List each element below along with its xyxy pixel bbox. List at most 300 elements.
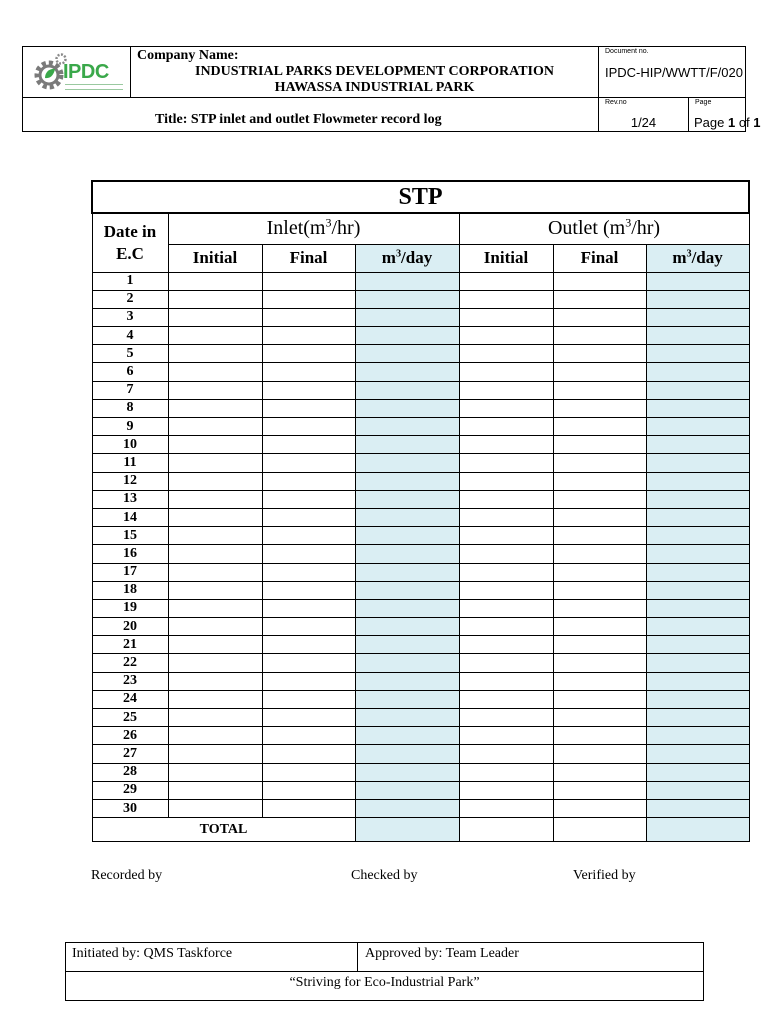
inlet-initial-cell[interactable] xyxy=(168,781,262,799)
inlet-initial-cell[interactable] xyxy=(168,709,262,727)
inlet-header xyxy=(168,213,459,244)
outlet-final-cell[interactable] xyxy=(553,363,646,381)
outlet-header xyxy=(459,213,749,244)
inlet-day-cell[interactable] xyxy=(355,709,459,727)
outlet-final-total[interactable] xyxy=(553,818,646,842)
inlet-initial-cell[interactable] xyxy=(168,636,262,654)
inlet-day-cell[interactable] xyxy=(355,454,459,472)
inlet-day-cell[interactable] xyxy=(355,636,459,654)
outlet-initial-cell[interactable] xyxy=(459,345,553,363)
outlet-day-header xyxy=(646,244,749,272)
row-date-number: 11 xyxy=(92,454,168,472)
page-current: 1 xyxy=(727,115,736,130)
inlet-final-cell[interactable] xyxy=(262,272,355,290)
outlet-final-cell[interactable] xyxy=(553,290,646,308)
row-date-number: 13 xyxy=(92,490,168,508)
table-row xyxy=(92,763,749,781)
inlet-day-cell[interactable] xyxy=(355,308,459,326)
row-date-number: 24 xyxy=(92,690,168,708)
outlet-day-cell[interactable] xyxy=(646,508,749,526)
row-date-number: 23 xyxy=(92,672,168,690)
outlet-final-cell[interactable] xyxy=(553,345,646,363)
outlet-initial-total[interactable] xyxy=(459,818,553,842)
inlet-initial-cell[interactable] xyxy=(168,290,262,308)
logo-text: IPDC xyxy=(63,61,109,83)
row-date-number: 4 xyxy=(92,327,168,345)
inlet-day-total[interactable] xyxy=(355,818,459,842)
company-label: Company Name: xyxy=(137,48,239,63)
company-site: HAWASSA INDUSTRIAL PARK xyxy=(274,80,475,95)
outlet-initial-cell[interactable] xyxy=(459,709,553,727)
row-date-number: 29 xyxy=(92,781,168,799)
company-name: INDUSTRIAL PARKS DEVELOPMENT CORPORATION xyxy=(195,64,554,79)
outlet-initial-cell[interactable] xyxy=(459,363,553,381)
table-row xyxy=(92,563,749,581)
inlet-day-header xyxy=(355,244,459,272)
inlet-initial-cell[interactable] xyxy=(168,327,262,345)
inlet-initial-cell[interactable] xyxy=(168,581,262,599)
outlet-initial-cell[interactable] xyxy=(459,272,553,290)
inlet-day-cell[interactable] xyxy=(355,727,459,745)
table-row xyxy=(92,436,749,454)
table-row xyxy=(92,527,749,545)
outlet-day-cell[interactable] xyxy=(646,454,749,472)
outlet-final-cell[interactable] xyxy=(553,545,646,563)
page-of: of xyxy=(735,115,754,130)
inlet-day-cell[interactable] xyxy=(355,272,459,290)
inlet-initial-cell[interactable] xyxy=(168,563,262,581)
outlet-final-cell[interactable] xyxy=(553,745,646,763)
row-date-number: 14 xyxy=(92,508,168,526)
inlet-initial-cell[interactable] xyxy=(168,418,262,436)
inlet-final-cell[interactable] xyxy=(262,581,355,599)
page-prefix: Page xyxy=(694,115,728,130)
inlet-final-cell[interactable] xyxy=(262,472,355,490)
inlet-day-cell[interactable] xyxy=(355,490,459,508)
outlet-initial-cell[interactable] xyxy=(459,690,553,708)
outlet-final-cell[interactable] xyxy=(553,472,646,490)
table-row xyxy=(92,545,749,563)
row-date-number: 21 xyxy=(92,636,168,654)
row-date-number: 26 xyxy=(92,727,168,745)
document-no-label: Document no. xyxy=(605,48,649,55)
page-value xyxy=(694,115,761,130)
outlet-header-sup: 3 xyxy=(625,215,632,230)
row-date-number: 9 xyxy=(92,418,168,436)
inlet-day-cell[interactable] xyxy=(355,563,459,581)
inlet-initial-cell[interactable] xyxy=(168,363,262,381)
inlet-initial-header: Initial xyxy=(168,244,262,272)
row-date-number: 17 xyxy=(92,563,168,581)
inlet-day-cell[interactable] xyxy=(355,763,459,781)
outlet-initial-cell[interactable] xyxy=(459,727,553,745)
page-cell xyxy=(689,98,761,131)
table-row xyxy=(92,690,749,708)
inlet-initial-cell[interactable] xyxy=(168,308,262,326)
outlet-day-cell[interactable] xyxy=(646,363,749,381)
inlet-day-cell[interactable] xyxy=(355,399,459,417)
outlet-day-cell[interactable] xyxy=(646,327,749,345)
outlet-final-cell[interactable] xyxy=(553,690,646,708)
rev-label: Rev.no xyxy=(605,99,627,106)
outlet-final-cell[interactable] xyxy=(553,381,646,399)
table-row xyxy=(92,308,749,326)
outlet-day-cell[interactable] xyxy=(646,636,749,654)
outlet-final-cell[interactable] xyxy=(553,654,646,672)
total-row xyxy=(92,818,749,842)
row-date-number: 28 xyxy=(92,763,168,781)
inlet-initial-cell[interactable] xyxy=(168,690,262,708)
outlet-final-cell[interactable] xyxy=(553,272,646,290)
table-row xyxy=(92,418,749,436)
table-row xyxy=(92,799,749,817)
outlet-final-cell[interactable] xyxy=(553,490,646,508)
inlet-day-cell[interactable] xyxy=(355,508,459,526)
inlet-header-sup: 3 xyxy=(325,215,332,230)
checked-by-label: Checked by xyxy=(351,868,418,883)
outlet-day-cell[interactable] xyxy=(646,654,749,672)
outlet-day-cell[interactable] xyxy=(646,527,749,545)
outlet-header-unit: /hr) xyxy=(631,217,661,240)
table-row xyxy=(92,709,749,727)
inlet-initial-cell[interactable] xyxy=(168,727,262,745)
outlet-day-cell[interactable] xyxy=(646,472,749,490)
inlet-day-cell[interactable] xyxy=(355,799,459,817)
table-row xyxy=(92,381,749,399)
inlet-final-cell[interactable] xyxy=(262,545,355,563)
inlet-final-header: Final xyxy=(262,244,355,272)
outlet-initial-cell[interactable] xyxy=(459,490,553,508)
inlet-final-cell[interactable] xyxy=(262,399,355,417)
outlet-initial-cell[interactable] xyxy=(459,418,553,436)
row-date-number: 12 xyxy=(92,472,168,490)
outlet-day-cell[interactable] xyxy=(646,563,749,581)
outlet-initial-cell[interactable] xyxy=(459,672,553,690)
outlet-day-cell[interactable] xyxy=(646,709,749,727)
inlet-final-cell[interactable] xyxy=(262,745,355,763)
table-row xyxy=(92,345,749,363)
inlet-final-cell[interactable] xyxy=(262,763,355,781)
outlet-initial-cell[interactable] xyxy=(459,454,553,472)
outlet-day-cell[interactable] xyxy=(646,581,749,599)
inlet-day-cell[interactable] xyxy=(355,527,459,545)
outlet-final-cell[interactable] xyxy=(553,308,646,326)
total-label: TOTAL xyxy=(92,818,355,842)
outlet-initial-cell[interactable] xyxy=(459,654,553,672)
row-date-number: 3 xyxy=(92,308,168,326)
inlet-day-cell[interactable] xyxy=(355,672,459,690)
outlet-initial-cell[interactable] xyxy=(459,781,553,799)
inlet-initial-cell[interactable] xyxy=(168,399,262,417)
outlet-final-cell[interactable] xyxy=(553,618,646,636)
row-date-number: 20 xyxy=(92,618,168,636)
outlet-initial-cell[interactable] xyxy=(459,618,553,636)
outlet-final-cell[interactable] xyxy=(553,672,646,690)
inlet-day-cell[interactable] xyxy=(355,436,459,454)
approved-by: Approved by: Team Leader xyxy=(358,943,703,972)
outlet-initial-cell[interactable] xyxy=(459,399,553,417)
inlet-initial-cell[interactable] xyxy=(168,436,262,454)
inlet-initial-cell[interactable] xyxy=(168,527,262,545)
title-cell xyxy=(23,98,599,131)
inlet-final-cell[interactable] xyxy=(262,690,355,708)
outlet-day-cell[interactable] xyxy=(646,599,749,617)
outlet-initial-cell[interactable] xyxy=(459,527,553,545)
outlet-final-cell[interactable] xyxy=(553,599,646,617)
inlet-final-cell[interactable] xyxy=(262,636,355,654)
outlet-final-cell[interactable] xyxy=(553,563,646,581)
document-footer xyxy=(65,942,704,1001)
inlet-day-cell[interactable] xyxy=(355,545,459,563)
inlet-header-unit: /hr) xyxy=(331,217,361,240)
table-row xyxy=(92,327,749,345)
document-no-cell xyxy=(599,47,746,98)
row-date-number: 1 xyxy=(92,272,168,290)
inlet-final-cell[interactable] xyxy=(262,709,355,727)
verified-by-label: Verified by xyxy=(573,868,636,883)
inlet-initial-cell[interactable] xyxy=(168,508,262,526)
inlet-day-cell[interactable] xyxy=(355,599,459,617)
inlet-day-cell[interactable] xyxy=(355,654,459,672)
outlet-initial-cell[interactable] xyxy=(459,799,553,817)
inlet-final-cell[interactable] xyxy=(262,490,355,508)
logo-tagline-lines xyxy=(65,84,123,90)
outlet-day-cell[interactable] xyxy=(646,490,749,508)
recorded-by-label: Recorded by xyxy=(91,868,163,883)
outlet-day-cell[interactable] xyxy=(646,763,749,781)
row-date-number: 16 xyxy=(92,545,168,563)
date-header-line1: Date in xyxy=(103,221,157,241)
outlet-final-cell[interactable] xyxy=(553,436,646,454)
outlet-final-cell[interactable] xyxy=(553,581,646,599)
inlet-final-cell[interactable] xyxy=(262,618,355,636)
row-date-number: 27 xyxy=(92,745,168,763)
inlet-initial-cell[interactable] xyxy=(168,599,262,617)
outlet-final-cell[interactable] xyxy=(553,763,646,781)
inlet-day-cell[interactable] xyxy=(355,690,459,708)
inlet-initial-cell[interactable] xyxy=(168,672,262,690)
row-date-number: 5 xyxy=(92,345,168,363)
inlet-final-cell[interactable] xyxy=(262,418,355,436)
row-date-number: 25 xyxy=(92,709,168,727)
outlet-day-cell[interactable] xyxy=(646,308,749,326)
inlet-day-unit: /day xyxy=(401,248,433,267)
outlet-day-cell[interactable] xyxy=(646,672,749,690)
inlet-final-cell[interactable] xyxy=(262,381,355,399)
row-date-number: 7 xyxy=(92,381,168,399)
outlet-day-unit: /day xyxy=(691,248,723,267)
ipdc-logo xyxy=(27,51,125,93)
outlet-day-cell[interactable] xyxy=(646,690,749,708)
rev-value: 1/24 xyxy=(630,115,657,130)
inlet-final-cell[interactable] xyxy=(262,781,355,799)
outlet-day-cell[interactable] xyxy=(646,381,749,399)
inlet-initial-cell[interactable] xyxy=(168,272,262,290)
document-header xyxy=(22,46,761,132)
outlet-initial-cell[interactable] xyxy=(459,472,553,490)
outlet-day-m: m xyxy=(672,248,687,267)
inlet-final-cell[interactable] xyxy=(262,527,355,545)
inlet-day-cell[interactable] xyxy=(355,581,459,599)
outlet-day-cell[interactable] xyxy=(646,618,749,636)
inlet-final-cell[interactable] xyxy=(262,727,355,745)
outlet-day-total[interactable] xyxy=(646,818,749,842)
row-date-number: 15 xyxy=(92,527,168,545)
inlet-day-cell[interactable] xyxy=(355,345,459,363)
table-title: STP xyxy=(92,181,749,213)
outlet-day-cell[interactable] xyxy=(646,799,749,817)
outlet-final-cell[interactable] xyxy=(553,636,646,654)
inlet-initial-cell[interactable] xyxy=(168,345,262,363)
inlet-day-cell[interactable] xyxy=(355,472,459,490)
inlet-final-cell[interactable] xyxy=(262,454,355,472)
table-row xyxy=(92,636,749,654)
outlet-final-cell[interactable] xyxy=(553,709,646,727)
inlet-day-cell[interactable] xyxy=(355,327,459,345)
inlet-final-cell[interactable] xyxy=(262,436,355,454)
outlet-day-cell[interactable] xyxy=(646,727,749,745)
inlet-day-cell[interactable] xyxy=(355,745,459,763)
inlet-initial-cell[interactable] xyxy=(168,472,262,490)
outlet-initial-cell[interactable] xyxy=(459,563,553,581)
outlet-initial-cell[interactable] xyxy=(459,545,553,563)
inlet-final-cell[interactable] xyxy=(262,327,355,345)
table-row xyxy=(92,490,749,508)
table-row xyxy=(92,454,749,472)
table-row xyxy=(92,581,749,599)
inlet-day-cell[interactable] xyxy=(355,290,459,308)
inlet-day-cell[interactable] xyxy=(355,781,459,799)
outlet-final-cell[interactable] xyxy=(553,527,646,545)
table-row xyxy=(92,399,749,417)
outlet-day-cell[interactable] xyxy=(646,545,749,563)
table-row xyxy=(92,290,749,308)
inlet-final-cell[interactable] xyxy=(262,345,355,363)
document-no-value: IPDC-HIP/WWTT/F/020 xyxy=(605,65,743,80)
table-row xyxy=(92,508,749,526)
inlet-initial-cell[interactable] xyxy=(168,654,262,672)
inlet-initial-cell[interactable] xyxy=(168,618,262,636)
table-row xyxy=(92,599,749,617)
flowmeter-log-table xyxy=(91,180,750,842)
outlet-initial-cell[interactable] xyxy=(459,508,553,526)
row-date-number: 6 xyxy=(92,363,168,381)
inlet-initial-cell[interactable] xyxy=(168,490,262,508)
logo-cell xyxy=(23,47,131,98)
outlet-day-cell[interactable] xyxy=(646,436,749,454)
inlet-header-text: Inlet(m xyxy=(266,217,326,240)
outlet-final-cell[interactable] xyxy=(553,508,646,526)
outlet-final-cell[interactable] xyxy=(553,727,646,745)
date-header xyxy=(92,213,168,272)
outlet-initial-header: Initial xyxy=(459,244,553,272)
inlet-initial-cell[interactable] xyxy=(168,545,262,563)
outlet-day-cell[interactable] xyxy=(646,345,749,363)
inlet-initial-cell[interactable] xyxy=(168,799,262,817)
inlet-final-cell[interactable] xyxy=(262,672,355,690)
outlet-final-cell[interactable] xyxy=(553,799,646,817)
inlet-final-cell[interactable] xyxy=(262,563,355,581)
inlet-final-cell[interactable] xyxy=(262,654,355,672)
outlet-day-cell[interactable] xyxy=(646,745,749,763)
inlet-day-sup: 3 xyxy=(395,248,402,260)
outlet-initial-cell[interactable] xyxy=(459,327,553,345)
outlet-initial-cell[interactable] xyxy=(459,599,553,617)
outlet-day-sup: 3 xyxy=(686,248,692,260)
outlet-final-cell[interactable] xyxy=(553,418,646,436)
inlet-final-cell[interactable] xyxy=(262,508,355,526)
outlet-initial-cell[interactable] xyxy=(459,745,553,763)
outlet-initial-cell[interactable] xyxy=(459,436,553,454)
inlet-initial-cell[interactable] xyxy=(168,763,262,781)
outlet-final-cell[interactable] xyxy=(553,454,646,472)
inlet-final-cell[interactable] xyxy=(262,290,355,308)
inlet-initial-cell[interactable] xyxy=(168,454,262,472)
inlet-final-cell[interactable] xyxy=(262,363,355,381)
document-title: Title: STP inlet and outlet Flowmeter record log xyxy=(155,112,442,127)
table-row xyxy=(92,472,749,490)
page-label: Page xyxy=(695,99,712,106)
table-row xyxy=(92,745,749,763)
table-row xyxy=(92,618,749,636)
inlet-day-cell[interactable] xyxy=(355,363,459,381)
rev-cell xyxy=(599,98,689,131)
table-row xyxy=(92,781,749,799)
outlet-initial-cell[interactable] xyxy=(459,763,553,781)
outlet-final-cell[interactable] xyxy=(553,781,646,799)
outlet-day-cell[interactable] xyxy=(646,399,749,417)
outlet-final-header: Final xyxy=(553,244,646,272)
inlet-final-cell[interactable] xyxy=(262,308,355,326)
inlet-initial-cell[interactable] xyxy=(168,381,262,399)
outlet-header-text: Outlet (m xyxy=(547,217,626,240)
date-header-line2: E.C xyxy=(116,243,144,263)
outlet-day-cell[interactable] xyxy=(646,418,749,436)
outlet-day-cell[interactable] xyxy=(646,272,749,290)
outlet-final-cell[interactable] xyxy=(553,399,646,417)
row-date-number: 19 xyxy=(92,599,168,617)
table-row xyxy=(92,272,749,290)
footer-slogan: “Striving for Eco-Industrial Park” xyxy=(289,975,480,990)
company-cell xyxy=(131,47,599,98)
row-date-number: 2 xyxy=(92,290,168,308)
inlet-day-m: m xyxy=(381,248,396,267)
outlet-initial-cell[interactable] xyxy=(459,636,553,654)
inlet-initial-cell[interactable] xyxy=(168,745,262,763)
outlet-initial-cell[interactable] xyxy=(459,581,553,599)
page-total: 1 xyxy=(753,115,761,130)
inlet-day-cell[interactable] xyxy=(355,418,459,436)
inlet-final-cell[interactable] xyxy=(262,599,355,617)
outlet-day-cell[interactable] xyxy=(646,290,749,308)
outlet-final-cell[interactable] xyxy=(553,327,646,345)
table-row xyxy=(92,727,749,745)
table-row xyxy=(92,654,749,672)
outlet-initial-cell[interactable] xyxy=(459,381,553,399)
table-row xyxy=(92,672,749,690)
inlet-day-cell[interactable] xyxy=(355,618,459,636)
inlet-day-cell[interactable] xyxy=(355,381,459,399)
outlet-initial-cell[interactable] xyxy=(459,290,553,308)
initiated-by: Initiated by: QMS Taskforce xyxy=(66,943,358,972)
table-row xyxy=(92,363,749,381)
outlet-day-cell[interactable] xyxy=(646,781,749,799)
row-date-number: 8 xyxy=(92,399,168,417)
row-date-number: 18 xyxy=(92,581,168,599)
row-date-number: 10 xyxy=(92,436,168,454)
inlet-final-cell[interactable] xyxy=(262,799,355,817)
outlet-initial-cell[interactable] xyxy=(459,308,553,326)
